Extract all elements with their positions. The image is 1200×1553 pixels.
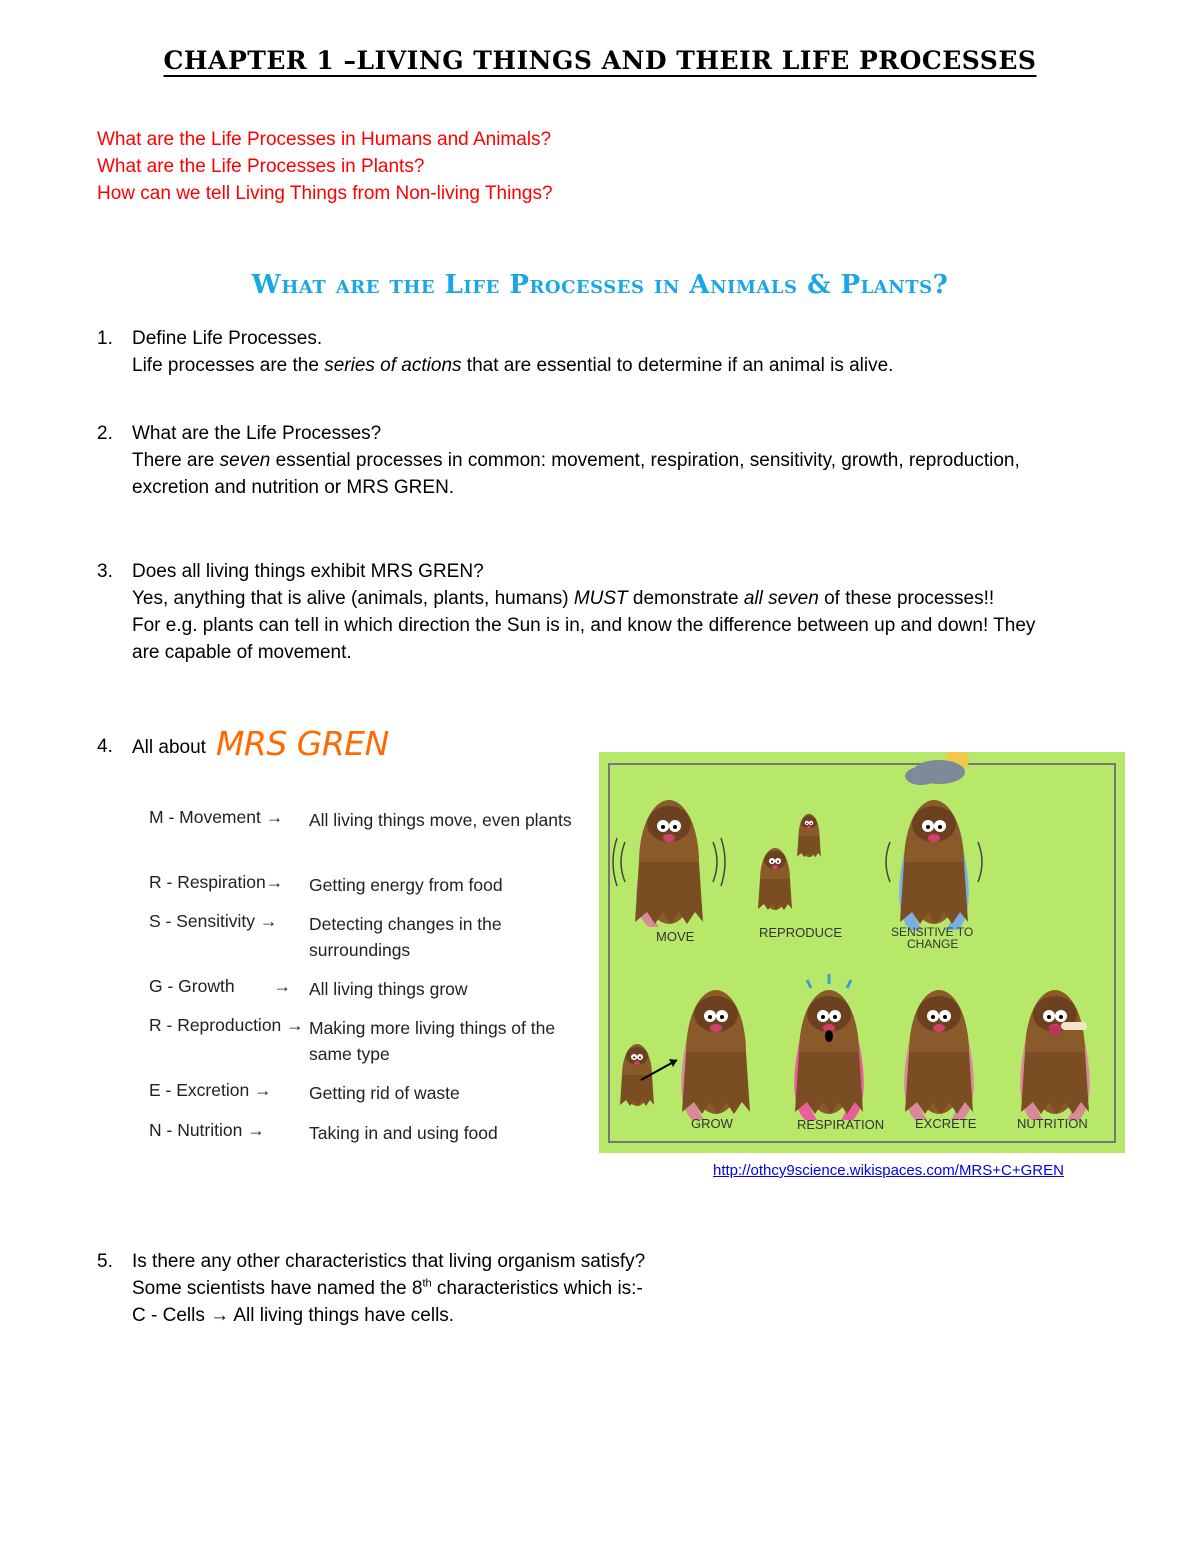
label-sensitive-1: SENSITIVE TO bbox=[891, 925, 974, 939]
item-question: Is there any other characteristics that living organism satisfy? bbox=[132, 1251, 646, 1272]
label-respiration: RESPIRATION bbox=[797, 1117, 885, 1132]
label-grow: GROW bbox=[691, 1116, 733, 1131]
mrs-gren-key: G - Growth → bbox=[149, 976, 291, 996]
mrs-gren-value: Detecting changes in the surroundings bbox=[309, 914, 502, 960]
item-question: What are the Life Processes? bbox=[132, 423, 382, 444]
mrs-gren-key: S - Sensitivity → bbox=[149, 911, 278, 931]
mrs-gren-key: E - Excretion → bbox=[149, 1080, 272, 1100]
item-answer: Life processes are the series of actions that are essential to determine if an animal is alive. bbox=[132, 355, 894, 376]
label-reproduce: REPRODUCE bbox=[759, 925, 843, 940]
label-excrete: EXCRETE bbox=[915, 1116, 977, 1131]
list-item-1 bbox=[97, 325, 1062, 379]
item-question: Define Life Processes. bbox=[132, 328, 323, 349]
mrs-gren-key: N - Nutrition → bbox=[149, 1120, 265, 1140]
item-number: 1. bbox=[97, 328, 113, 349]
mrs-gren-value: Taking in and using food bbox=[309, 1123, 498, 1143]
item-question: All about bbox=[132, 737, 206, 758]
item-number: 3. bbox=[97, 561, 113, 582]
label-move: MOVE bbox=[656, 929, 695, 944]
mrs-gren-value: Getting energy from food bbox=[309, 875, 503, 895]
mrs-gren-value: All living things move, even plants bbox=[309, 810, 572, 830]
mrs-gren-key: R - Respiration→ bbox=[149, 872, 284, 892]
section-heading: What are the Life Processes in Animals & Plants? bbox=[251, 270, 949, 300]
item-answer: Some scientists have named the 8th characteristics which is:- bbox=[132, 1277, 643, 1299]
mrs-gren-key: R - Reproduction → bbox=[149, 1015, 304, 1035]
chapter-title: CHAPTER 1 –LIVING THINGS AND THEIR LIFE PROCESSES bbox=[163, 46, 1037, 75]
item-example: For e.g. plants can tell in which direction the Sun is in, and know the difference between up and down! They are capable of movement. bbox=[132, 615, 1036, 663]
item-question: Does all living things exhibit MRS GREN? bbox=[132, 561, 484, 582]
mrs-gren-value: Making more living things of the same type bbox=[309, 1018, 556, 1064]
mrs-gren-key: M - Movement → bbox=[149, 807, 284, 827]
source-link[interactable]: http://othcy9science.wikispaces.com/MRS+C+GREN bbox=[713, 1162, 1064, 1179]
guiding-question: How can we tell Living Things from Non-living Things? bbox=[97, 183, 553, 204]
item-number: 4. bbox=[97, 736, 113, 757]
item-number: 5. bbox=[97, 1251, 113, 1272]
label-nutrition: NUTRITION bbox=[1017, 1116, 1088, 1131]
item-answer: There are seven essential processes in common: movement, respiration, sensitivity, growth, reproduction, excretion and nutrition or MRS GREN. bbox=[132, 450, 1020, 498]
list-item-2 bbox=[97, 420, 1062, 501]
mrs-gren-value: All living things grow bbox=[309, 979, 468, 999]
list-item-5 bbox=[97, 1248, 1062, 1329]
item-answer: Yes, anything that is alive (animals, plants, humans) MUST demonstrate all seven of these processes!! bbox=[132, 588, 995, 609]
guiding-question: What are the Life Processes in Humans and Animals? bbox=[97, 129, 552, 150]
mrs-gren-heading: MRS GREN bbox=[215, 724, 389, 763]
mrs-gren-illustration bbox=[599, 752, 1125, 1153]
guiding-questions bbox=[97, 126, 553, 207]
mrs-gren-value: Getting rid of waste bbox=[309, 1083, 460, 1103]
list-item-3 bbox=[97, 558, 1062, 666]
item-number: 2. bbox=[97, 423, 113, 444]
item-cells: C - Cells → All living things have cells. bbox=[132, 1305, 455, 1326]
label-sensitive-2: CHANGE bbox=[907, 937, 959, 951]
guiding-question: What are the Life Processes in Plants? bbox=[97, 156, 425, 177]
